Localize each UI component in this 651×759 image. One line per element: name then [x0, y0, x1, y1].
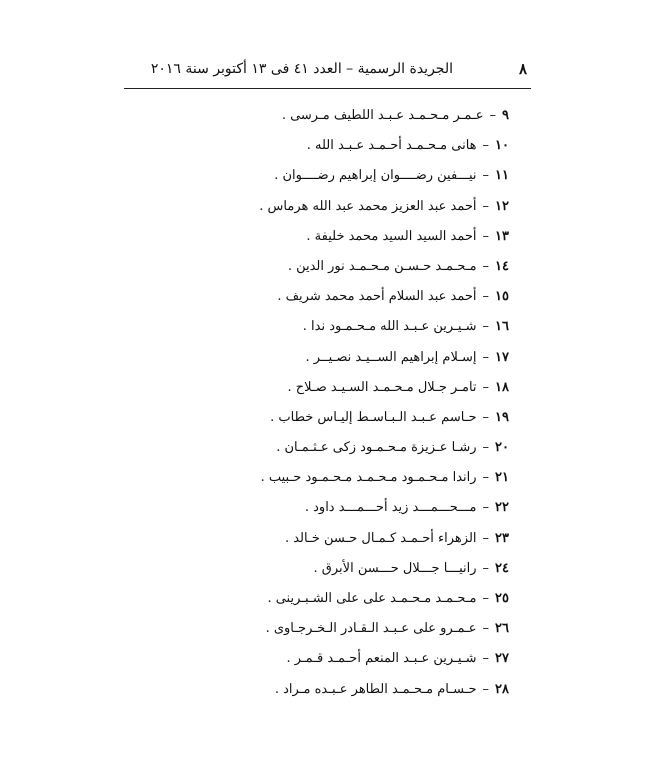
entry-number: ١٣ — [495, 228, 509, 244]
entry-number: ١٧ — [495, 349, 509, 365]
entry-name: حـسـام مـحـمـد الطاهر عـبـده مـراد . — [274, 681, 477, 697]
entry-dash: – — [482, 379, 490, 395]
list-item — [209, 108, 509, 138]
entry-number: ٢٧ — [495, 651, 509, 667]
entry-name: مـحـمـد مـحـمـد على على الشـبـرينى . — [267, 591, 477, 606]
entry-number: ٩ — [502, 108, 509, 123]
entry-name: عـمـرو على عـبـد الـقـادر الـخـرجـاوى . — [265, 621, 477, 637]
entry-dash: – — [482, 258, 490, 274]
entry-name: تامـر جـلال مـحـمـد السـيـد صـلاح . — [287, 379, 477, 395]
names-list — [209, 108, 509, 712]
entry-dash: – — [482, 651, 490, 667]
entry-dash: – — [482, 319, 490, 335]
list-item — [209, 259, 509, 289]
list-item — [209, 500, 509, 530]
entry-name: رشـا عـزيزة مـحـمـود زكى عـثـمـان . — [276, 440, 477, 456]
entry-dash: – — [482, 440, 490, 456]
entry-dash: – — [482, 530, 490, 546]
entry-dash: – — [482, 409, 490, 425]
page-number: ٨ — [518, 60, 527, 78]
entry-dash: – — [482, 560, 490, 576]
entry-name: عـمـر مـحـمـد عـبـد اللطيف مـرسى . — [281, 108, 484, 123]
entry-name: شـيـرين عـبـد الله مـحـمـود ندا . — [302, 319, 477, 335]
entry-name: راندا مـحـمـود مـحـمـد مـحـمـود حـبيب . — [260, 470, 477, 486]
page-header — [124, 58, 531, 89]
entry-dash: – — [489, 108, 497, 123]
entry-name: شـيـرين عـبـد المنعم أحـمـد قـمـر . — [286, 651, 477, 667]
entry-dash: – — [482, 289, 490, 305]
entry-number: ٢١ — [495, 470, 509, 486]
entry-number: ٢٦ — [495, 621, 509, 637]
list-item — [209, 289, 509, 319]
entry-name: هانى مـحـمـد أحـمـد عـبـد الله . — [306, 138, 477, 154]
entry-name: أحمد السيد السيد محمد خليفة . — [306, 228, 477, 244]
entry-number: ١٩ — [495, 409, 509, 425]
list-item — [209, 470, 509, 500]
list-item — [209, 350, 509, 380]
entry-number: ٢٠ — [495, 440, 509, 456]
entry-name: رانيـــا جـــلال حـــسن الأبرق . — [313, 560, 477, 576]
entry-dash: – — [482, 228, 490, 244]
entry-dash: – — [482, 138, 490, 154]
entry-name: أحمد عبد العزيز محمد عبد الله هرماس . — [259, 198, 477, 214]
list-item — [209, 440, 509, 470]
entry-number: ١٦ — [495, 319, 509, 335]
entry-number: ٢٤ — [495, 560, 509, 576]
entry-number: ١٨ — [495, 379, 509, 395]
entry-dash: – — [482, 349, 490, 365]
entry-name: أحمد عبد السلام أحمد محمد شريف . — [277, 289, 477, 305]
entry-name: مـــحـــمـــد زيد أحـــمـــد داود . — [304, 500, 477, 516]
list-item — [209, 380, 509, 410]
list-item — [209, 168, 509, 198]
list-item — [209, 591, 509, 621]
list-item — [209, 651, 509, 681]
entry-number: ١٢ — [495, 198, 509, 214]
entry-number: ١١ — [495, 168, 509, 184]
list-item — [209, 561, 509, 591]
list-item — [209, 199, 509, 229]
entry-name: مـحـمـد حـسـن مـحـمـد نور الدين . — [287, 258, 477, 274]
list-item — [209, 319, 509, 349]
entry-dash: – — [482, 470, 490, 486]
entry-number: ١٠ — [495, 138, 509, 154]
entry-number: ٢٢ — [495, 500, 509, 516]
list-item — [209, 138, 509, 168]
list-item — [209, 682, 509, 712]
entry-name: نيـــفين رضــــوان إبراهيم رضــــوان . — [274, 168, 477, 184]
entry-number: ٢٣ — [495, 530, 509, 546]
list-item — [209, 229, 509, 259]
entry-number: ٢٥ — [495, 591, 509, 606]
entry-dash: – — [482, 168, 490, 184]
entry-name: إسـلام إبراهيم الســيـد نصـيــر . — [305, 349, 477, 365]
entry-dash: – — [482, 591, 490, 606]
entry-dash: – — [482, 621, 490, 637]
entry-name: الزهراء أحـمـد كـمـال حـسن خـالد . — [284, 530, 477, 546]
list-item — [209, 621, 509, 651]
entry-name: حـاسم عـبـد الـبـاسـط إليـاس خطاب . — [270, 409, 477, 425]
list-item — [209, 410, 509, 440]
entry-number: ٢٨ — [495, 681, 509, 697]
entry-number: ١٤ — [495, 258, 509, 274]
entry-dash: – — [482, 681, 490, 697]
entry-number: ١٥ — [495, 289, 509, 305]
gazette-title: الجريدة الرسمية – العدد ٤١ فى ١٣ أكتوبر سنة ٢٠١٦ — [150, 61, 453, 77]
list-item — [209, 531, 509, 561]
entry-dash: – — [482, 500, 490, 516]
entry-dash: – — [482, 198, 490, 214]
